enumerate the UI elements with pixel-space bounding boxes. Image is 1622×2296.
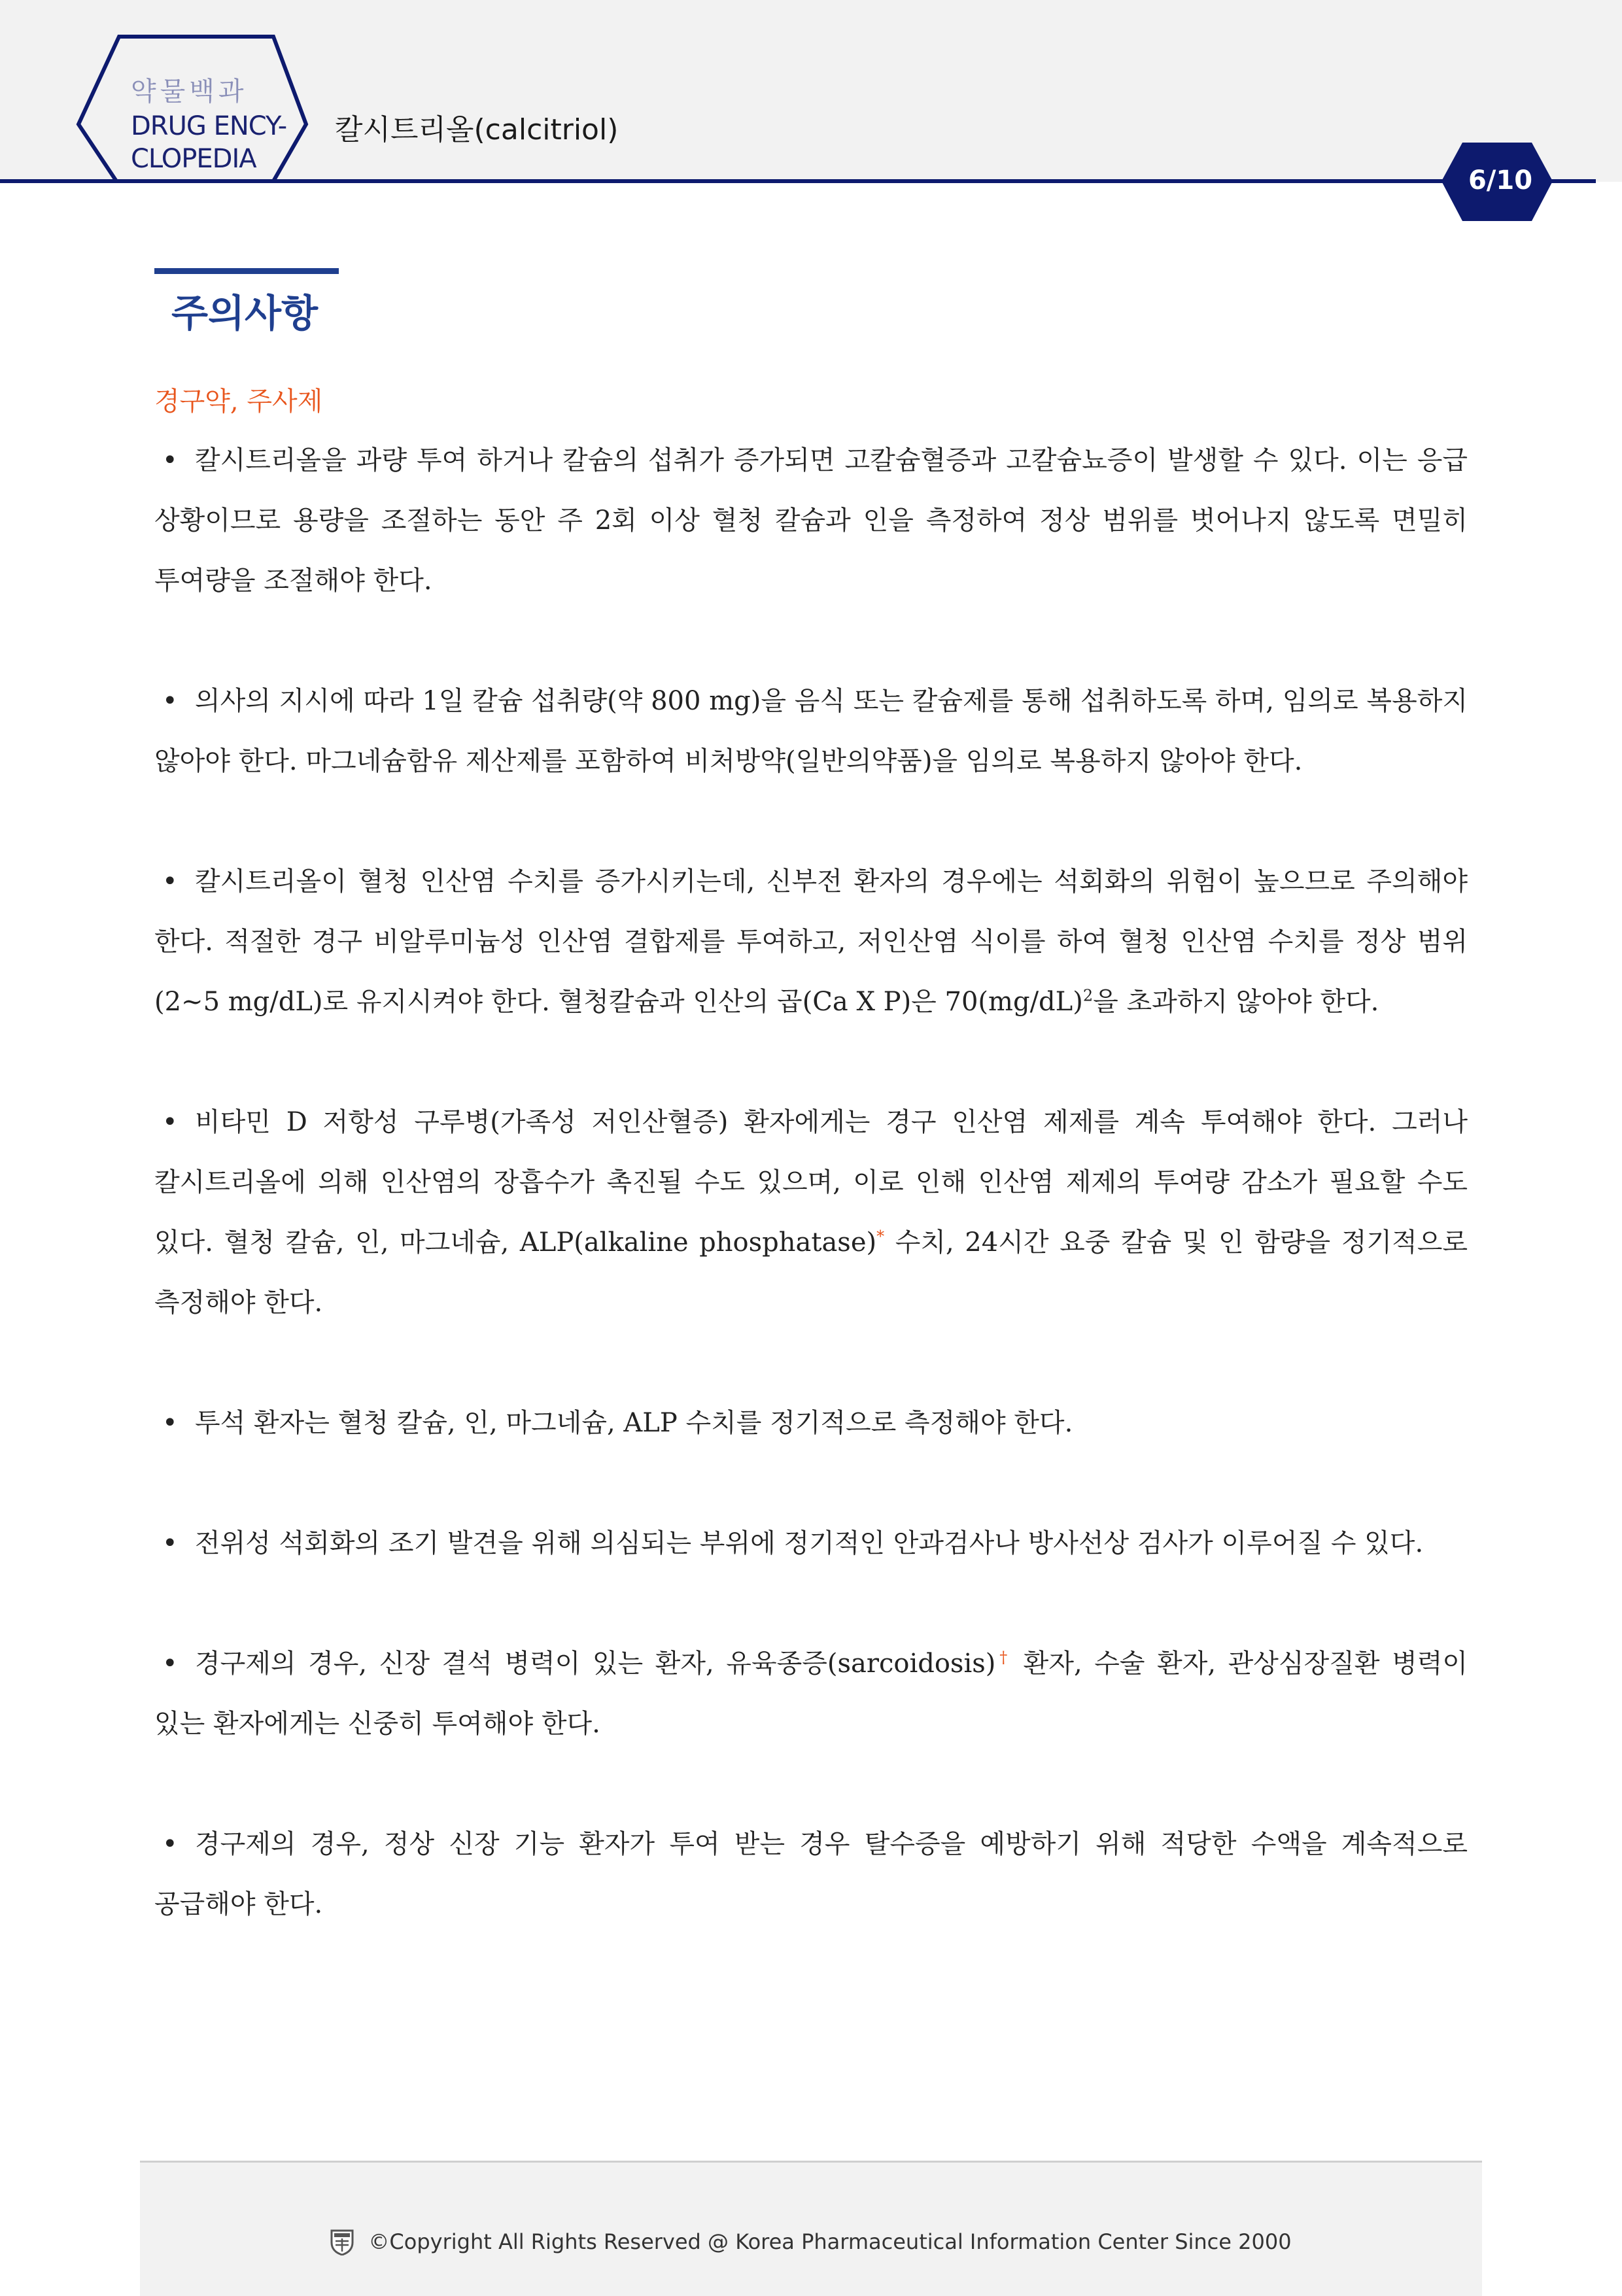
page-indicator: 6/10 xyxy=(1468,165,1533,196)
paragraph-6 xyxy=(154,1513,1468,1573)
section-accent-bar xyxy=(154,268,339,274)
paragraph-4 xyxy=(154,1092,1468,1333)
body-text xyxy=(154,430,1468,1934)
paragraph-text: 전위성 석회화의 조기 발견을 위해 의심되는 부위에 정기적인 안과검사나 방사선상 검사가 이루어질 수 있다. xyxy=(195,1528,1424,1558)
bullet-icon: • xyxy=(162,1107,178,1137)
paragraph-text: 투석 환자는 혈청 칼슘, 인, 마그네슘, ALP 수치를 정기적으로 측정해야 한다. xyxy=(195,1408,1073,1438)
paragraph-text: 칼시트리올이 혈청 인산염 수치를 증가시키는데, 신부전 환자의 경우에는 석회화의 위험이 높으므로 주의해야 한다. 적절한 경구 비알루미늄성 인산염 결합제를 투여하고, 저인산염 식이를 하여 혈청 인산염 수치를 정상 범위(2~5 mg/dL)로 유지시켜야 한다. 혈청칼슘과 인산의 곱(Ca X P)은 70(mg/dL) xyxy=(154,866,1468,1017)
bullet-icon: • xyxy=(162,1829,178,1859)
bullet-icon: • xyxy=(162,1649,178,1679)
copyright-text: ©Copyright All Rights Reserved @ Korea Pharmaceutical Information Center Since 2000 xyxy=(368,2229,1292,2254)
paragraph-text: 의사의 지시에 따라 1일 칼슘 섭취량(약 800 mg)을 음식 또는 칼슘제를 통해 섭취하도록 하며, 임의로 복용하지 않아야 한다. 마그네슘함유 제산제를 포함하여 비처방약(일반의약품)을 임의로 복용하지 않아야 한다. xyxy=(154,686,1468,776)
paragraph-text: 경구제의 경우, 정상 신장 기능 환자가 투여 받는 경우 탈수증을 예방하기 위해 적당한 수액을 계속적으로 공급해야 한다. xyxy=(154,1829,1468,1919)
paragraph-2 xyxy=(154,671,1468,791)
paragraph-8 xyxy=(154,1814,1468,1934)
paragraph-7 xyxy=(154,1634,1468,1754)
paragraph-text: 비타민 D 저항성 구루병(가족성 저인산혈증) 환자에게는 경구 인산염 제제를 계속 투여해야 한다. 그러나 칼시트리올에 의해 인산염의 장흡수가 촉진될 수도 있으며, 이로 인해 인산염 제제의 투여량 감소가 필요할 수도 있다. 혈청 칼슘, 인, 마그네슘, ALP(alkaline phosphatase) xyxy=(154,1107,1468,1258)
paragraph-text-cont: 수치, 24시간 요중 칼슘 및 인 함량을 정기적으로 측정해야 한다. xyxy=(154,1227,1468,1318)
bullet-icon: • xyxy=(162,686,178,716)
bullet-icon: • xyxy=(162,1408,178,1438)
superscript: 2 xyxy=(1082,986,1094,1005)
logo-english: DRUG ENCY- CLOPEDIA xyxy=(131,111,287,174)
bullet-icon: • xyxy=(162,866,178,897)
bullet-icon: • xyxy=(162,445,178,475)
kpic-crest-icon xyxy=(330,2228,354,2255)
paragraph-text: 경구제의 경우, 신장 결석 병력이 있는 환자, 유육종증(sarcoidosis) xyxy=(195,1649,996,1679)
paragraph-text-cont: 환자, 수술 환자, 관상심장질환 병력이 있는 환자에게는 신중히 투여해야 한다. xyxy=(154,1649,1468,1739)
section-subhead: 경구약, 주사제 xyxy=(154,386,323,417)
paragraph-1 xyxy=(154,430,1468,611)
logo-korean: 약물백과 xyxy=(131,77,248,107)
paragraph-5 xyxy=(154,1393,1468,1453)
document-title: 칼시트리올(calcitriol) xyxy=(335,113,619,146)
paragraph-3 xyxy=(154,851,1468,1032)
footnote-mark: † xyxy=(995,1648,1012,1667)
paragraph-text-cont: 을 초과하지 않아야 한다. xyxy=(1093,987,1379,1017)
copyright-line xyxy=(140,2228,1482,2255)
section-title: 주의사항 xyxy=(171,291,319,335)
footer xyxy=(140,2161,1482,2296)
footnote-mark: * xyxy=(876,1227,885,1246)
bullet-icon: • xyxy=(162,1528,178,1558)
paragraph-text: 칼시트리올을 과량 투여 하거나 칼슘의 섭취가 증가되면 고칼슘혈증과 고칼슘뇨증이 발생할 수 있다. 이는 응급 상황이므로 용량을 조절하는 동안 주 2회 이상 혈청 칼슘과 인을 측정하여 정상 범위를 벗어나지 않도록 면밀히 투여량을 조절해야 한다. xyxy=(154,445,1468,596)
